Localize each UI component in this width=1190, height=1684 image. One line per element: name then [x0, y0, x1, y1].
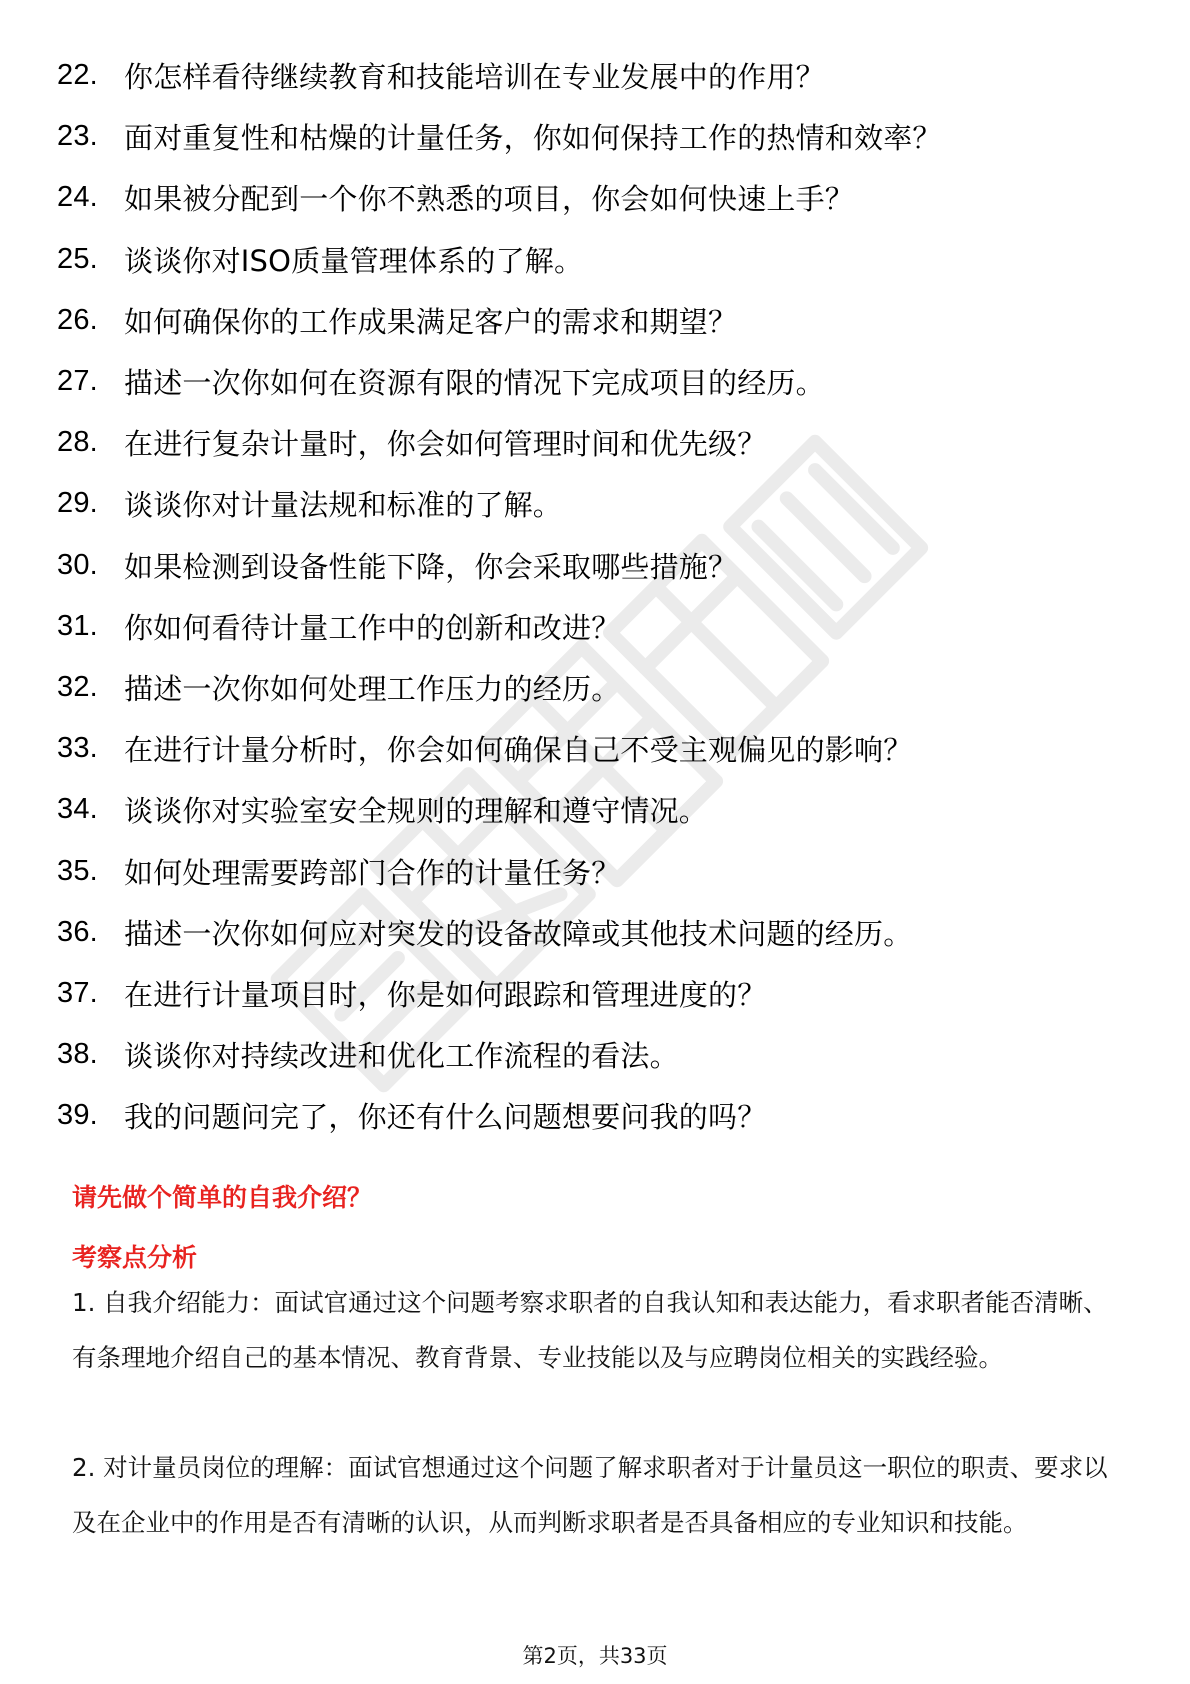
question-number: 22. [57, 59, 98, 92]
question-number: 30. [57, 548, 98, 581]
question-number: 35. [57, 854, 98, 887]
question-number: 32. [57, 670, 98, 703]
question-number: 36. [57, 915, 98, 948]
question-number: 23. [57, 120, 98, 153]
question-number: 31. [57, 609, 98, 642]
analysis-title: 考察点分析 [72, 1243, 198, 1272]
question-text: 谈谈你对计量法规和标准的了解。 [124, 488, 563, 523]
list-item [57, 718, 942, 779]
question-text: 谈谈你对持续改进和优化工作流程的看法。 [124, 1039, 679, 1074]
question-text: 面对重复性和枯燥的计量任务，你如何保持工作的热情和效率？ [124, 121, 942, 156]
list-item [57, 45, 942, 106]
list-item [57, 106, 942, 167]
list-item [57, 657, 942, 718]
page-footer: 第2页，共33页 [522, 1644, 668, 1668]
analysis-paragraph: 2. 对计量员岗位的理解：面试官想通过这个问题了解求职者对于计量员这一职位的职责、要求以及在企业中的作用是否有清晰的认识，从而判断求职者是否具备相应的专业知识和技能。 [72, 1453, 1108, 1537]
list-item [57, 840, 942, 901]
question-text: 描述一次你如何处理工作压力的经历。 [124, 671, 621, 706]
list-item [57, 535, 942, 596]
list-item [57, 229, 942, 290]
question-text: 你怎样看待继续教育和技能培训在专业发展中的作用？ [124, 60, 825, 95]
question-text: 如果检测到设备性能下降，你会采取哪些措施？ [124, 549, 738, 584]
question-text: 谈谈你对ISO质量管理体系的了解。 [124, 243, 584, 278]
question-number: 38. [57, 1038, 98, 1071]
section-title: 请先做个简单的自我介绍？ [72, 1183, 373, 1212]
question-text: 在进行计量项目时，你是如何跟踪和管理进度的？ [124, 977, 767, 1012]
question-number: 34. [57, 793, 98, 826]
list-item [57, 963, 942, 1024]
question-text: 我的问题问完了，你还有什么问题想要问我的吗？ [124, 1100, 767, 1135]
question-text: 在进行计量分析时，你会如何确保自己不受主观偏见的影响？ [124, 733, 913, 768]
question-number: 27. [57, 365, 98, 398]
list-item [57, 779, 942, 840]
question-number: 37. [57, 976, 98, 1009]
question-text: 如何处理需要跨部门合作的计量任务？ [124, 855, 621, 890]
list-item [57, 596, 942, 657]
question-text: 谈谈你对实验室安全规则的理解和遵守情况。 [124, 794, 709, 829]
list-item [57, 1024, 942, 1085]
list-item [57, 473, 942, 534]
list-item [57, 167, 942, 228]
question-number: 24. [57, 181, 98, 214]
question-text: 如何确保你的工作成果满足客户的需求和期望？ [124, 304, 738, 339]
question-number: 39. [57, 1099, 98, 1132]
question-number: 25. [57, 242, 98, 275]
question-text: 在进行复杂计量时，你会如何管理时间和优先级？ [124, 427, 767, 462]
question-text: 描述一次你如何在资源有限的情况下完成项目的经历。 [124, 366, 825, 401]
list-item [57, 1085, 942, 1146]
list-item [57, 290, 942, 351]
question-number: 29. [57, 487, 98, 520]
analysis-paragraph: 1. 自我介绍能力：面试官通过这个问题考察求职者的自我认知和表达能力，看求职者能否清晰、有条理地介绍自己的基本情况、教育背景、专业技能以及与应聘岗位相关的实践经验。 [72, 1288, 1108, 1372]
question-number: 28. [57, 426, 98, 459]
question-number: 33. [57, 732, 98, 765]
list-item [57, 351, 942, 412]
question-list [57, 45, 942, 1146]
list-item [57, 412, 942, 473]
question-text: 描述一次你如何应对突发的设备故障或其他技术问题的经历。 [124, 916, 913, 951]
question-number: 26. [57, 303, 98, 336]
list-item [57, 902, 942, 963]
question-text: 你如何看待计量工作中的创新和改进？ [124, 610, 621, 645]
question-text: 如果被分配到一个你不熟悉的项目，你会如何快速上手？ [124, 182, 855, 217]
